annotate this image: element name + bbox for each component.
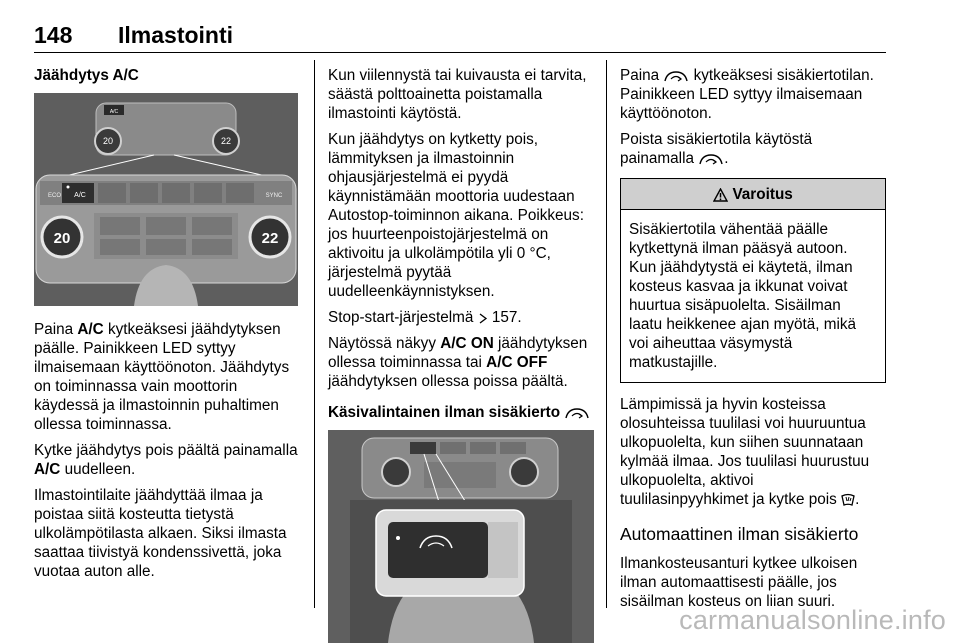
- auto-recirculation-paragraph: Ilmankosteusanturi kytkee ulkoisen ilman automaattisesti päälle, jos sisäilman kosteus on liian suuri.: [620, 555, 858, 610]
- climate-control-figure: [34, 93, 298, 306]
- column-divider: [314, 60, 315, 608]
- warning-triangle-icon: [713, 188, 728, 202]
- header-rule: [34, 52, 886, 53]
- sync-button-label: SYNC: [265, 193, 283, 199]
- warning-box: [620, 178, 886, 383]
- watermark: carmanualsonline.info: [679, 605, 946, 635]
- page-reference-icon: [478, 312, 488, 325]
- windshield-fog-paragraph: Lämpimissä ja hyvin kosteissa olosuhteissa tuulilasi voi huuruuntua ulkopuolelta, kun siihen suunnataan kylmää ilmaa. Jos tuulilasi huurustuu ulkopuolelta, aktivoi tuulilasinpyyhkimet ja kytke pois .: [620, 396, 870, 508]
- page-number: 148: [34, 22, 73, 48]
- column-2: [328, 66, 596, 643]
- recirculation-button-illustration: [328, 430, 594, 643]
- recirculation-figure: [328, 430, 594, 643]
- warning-title: Varoitus: [732, 186, 793, 203]
- temp-right-dial: 22: [261, 230, 279, 247]
- stop-start-reference: Stop-start-järjestelmä 157.: [328, 309, 522, 326]
- ac-button-label: A/C: [74, 192, 86, 199]
- small-temp-left: 20: [102, 136, 114, 146]
- page-header: [34, 22, 886, 52]
- column-1: [34, 66, 300, 588]
- ac-paragraph-1: Paina A/C kytkeäksesi jäähdytyksen päälle. Painikkeen LED syttyy ilmaisemaan käyttöönoton. Jäähdytys on toiminnassa vain moottorin käydessä ja ilmastoinnin puhaltimen ollessa toiminnassa.: [34, 321, 290, 433]
- column-divider: [606, 60, 607, 608]
- autostop-paragraph: Kun jäähdytys on kytketty pois, lämmityksen ja ilmastoinnin ohjausjärjestelmä ei pyydä käynnistämään moottoria uudestaan Autostop-toiminnon aikana. Poikkeus: jos huurteenpoistojärjestelmä on aktivoitu ja ulkolämpötila yli 0 °C, järjestelmä pyytää uudelleenkäynnistyksen.: [328, 131, 584, 300]
- recirculation-icon: [698, 152, 724, 166]
- warning-text: Sisäkiertotila vähentää päälle kytkettynä ilman pääsyä autoon. Kun jäähdytystä ei käytetä, ilman kosteus kasvaa ja ikkunat voivat huurtua sisäpuolelta. Sisäilman laatu heikkenee ajan myötä, mikä voi aiheuttaa väsymystä matkustajille.: [629, 221, 857, 371]
- recirculation-on-paragraph: Paina kytkeäksesi sisäkiertotilan. Painikkeen LED syttyy ilmaisemaan käyttöönoton.: [620, 67, 874, 122]
- fuel-saving-paragraph: Kun viilennystä tai kuivausta ei tarvita, säästä polttoainetta poistamalla ilmastointi käytöstä.: [328, 67, 587, 122]
- recirculation-subheading: Käsivalintainen ilman sisäkierto: [328, 403, 596, 422]
- ac-paragraph-3: Ilmastointilaite jäähdyttää ilmaa ja poistaa siitä kosteutta tietystä ulkolämpötilasta alkaen. Siksi ilmasta saattaa tiivistyä kondenssivettä, joka vuotaa auton alle.: [34, 487, 287, 580]
- climate-panel-illustration: [34, 93, 298, 306]
- page-title: Ilmastointi: [118, 22, 234, 48]
- windshield-wiper-icon: [841, 492, 855, 507]
- auto-recirculation-heading: Automaattinen ilman sisäkierto: [620, 524, 859, 544]
- section-subheading: Jäähdytys A/C: [34, 67, 139, 84]
- column-3: [620, 66, 886, 618]
- eco-button-label: ECO: [48, 193, 62, 199]
- display-status-paragraph: Näytössä näkyy A/C ON jäähdytyksen ollessa toiminnassa tai A/C OFF jäähdytyksen ollessa poissa päältä.: [328, 335, 588, 390]
- small-ac-label: A/C: [109, 109, 119, 115]
- recirculation-off-paragraph: Poista sisäkiertotila käytöstä painamalla .: [620, 131, 813, 167]
- recirculation-icon: [663, 69, 689, 83]
- warning-header: [621, 179, 885, 210]
- small-temp-right: 22: [220, 136, 232, 146]
- temp-left-dial: 20: [53, 230, 71, 247]
- ac-paragraph-2: Kytke jäähdytys pois päältä painamalla A/C uudelleen.: [34, 442, 298, 478]
- recirculation-icon: [564, 406, 590, 420]
